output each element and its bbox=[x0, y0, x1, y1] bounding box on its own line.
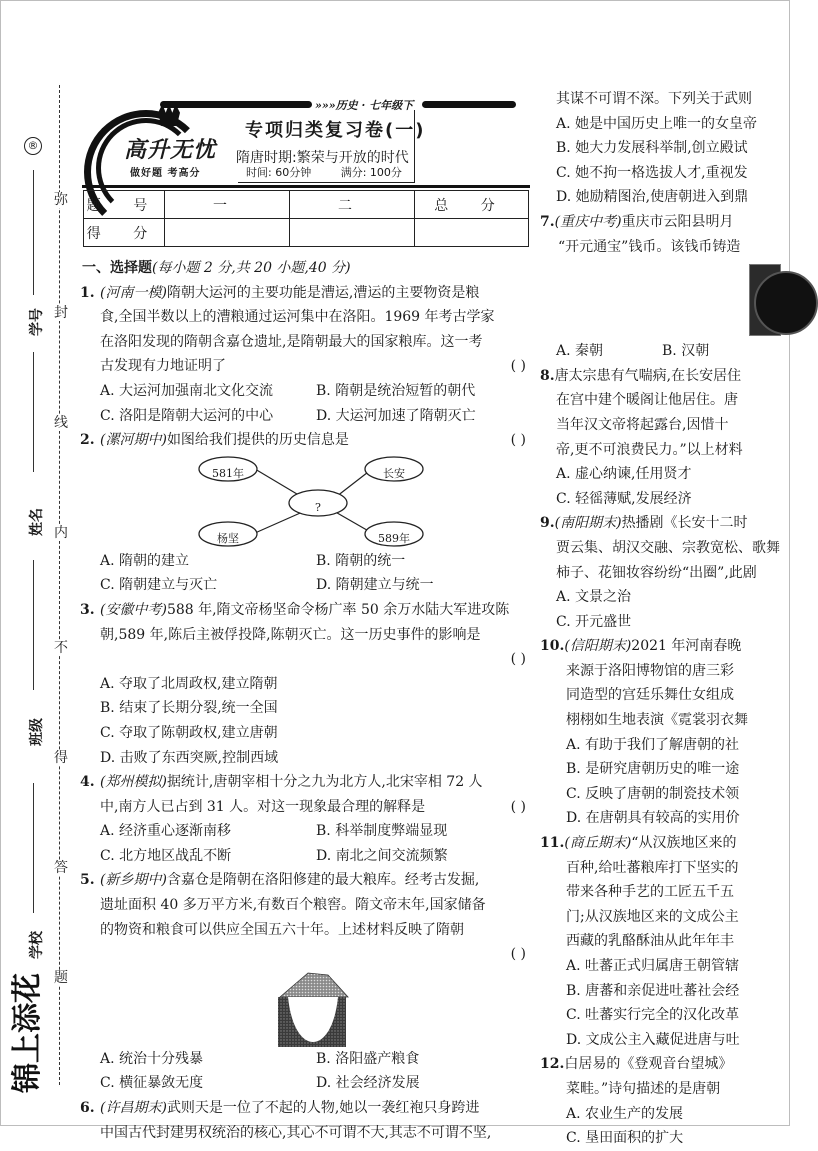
option-a[interactable]: A. 经济重心逐渐南移 bbox=[100, 823, 232, 840]
score-table-row bbox=[84, 219, 529, 247]
question-source: (安徽中考) bbox=[100, 601, 167, 618]
brand-logo bbox=[8, 960, 48, 1110]
question-number: 6. bbox=[80, 1100, 95, 1117]
text-line: 其谋不可谓不深。下列关于武则 bbox=[556, 91, 752, 107]
options-row bbox=[82, 379, 532, 404]
option-a[interactable]: A. 虚心纳谏,任用贤才 bbox=[556, 466, 692, 483]
question-1 bbox=[82, 281, 532, 379]
option-d[interactable]: D. 大运河加速了隋朝灭亡 bbox=[316, 407, 476, 424]
text-line: “从汉族地区来的 bbox=[631, 835, 737, 852]
text-line: 中,南方人已占到 31 人。对这一现象最合理的解释是 bbox=[100, 798, 426, 815]
option-d[interactable]: D. 击败了东西突厥,控制西域 bbox=[100, 749, 279, 766]
question-3 bbox=[82, 598, 532, 672]
text-line: 菜畦。”诗句描述的是唐朝 bbox=[566, 1080, 721, 1097]
question-source: (河南一模) bbox=[100, 284, 167, 301]
logo-name: 高升无忧 bbox=[124, 138, 217, 163]
node-center: ? bbox=[315, 500, 321, 514]
node-yangjian: 杨坚 bbox=[217, 531, 239, 545]
registered-mark-icon: ® bbox=[24, 137, 42, 155]
question-source: (商丘期末) bbox=[564, 835, 632, 852]
option-b[interactable]: B. 汉朝 bbox=[662, 343, 710, 360]
class-label: 班级 bbox=[29, 718, 45, 746]
school-line[interactable] bbox=[33, 783, 34, 913]
option-a[interactable]: A. 夺取了北周政权,建立隋朝 bbox=[100, 675, 278, 692]
cell: 题 号 bbox=[84, 191, 165, 219]
option-c[interactable]: C. 反映了唐朝的制瓷技术领 bbox=[566, 785, 740, 802]
text-line: 白居易的《登观音台望城》 bbox=[564, 1056, 733, 1073]
question-source: (信阳期末) bbox=[564, 638, 632, 655]
crown-icon bbox=[158, 104, 180, 126]
options-row bbox=[82, 549, 532, 574]
header-bar-right bbox=[422, 101, 516, 108]
coin-photo bbox=[749, 264, 781, 336]
question-7 bbox=[540, 210, 790, 259]
question-text bbox=[100, 281, 532, 306]
answer-bracket[interactable]: ( ) bbox=[510, 432, 526, 449]
score-input[interactable] bbox=[290, 219, 415, 247]
options-row bbox=[556, 339, 790, 364]
option-a[interactable]: A. 文景之治 bbox=[556, 589, 632, 606]
option-d[interactable]: D. 她励精图治,使唐朝进入到鼎 bbox=[556, 189, 749, 206]
text-line: 门;从汉族地区来的文成公主 bbox=[566, 908, 739, 925]
text-line: 食,全国半数以上的漕粮通过运河集中在洛阳。1969 年考古学家 bbox=[100, 309, 495, 326]
seal-char: 得 bbox=[54, 750, 68, 766]
option-a[interactable]: A. 吐蕃正式归属唐王朝管辖 bbox=[566, 958, 740, 974]
option-d[interactable]: D. 隋朝建立与统一 bbox=[316, 577, 434, 594]
coin-image bbox=[556, 259, 790, 339]
option-c[interactable]: C. 北方地区战乱不断 bbox=[100, 847, 232, 864]
option-b[interactable]: B. 唐蕃和亲促进吐蕃社会经 bbox=[566, 982, 740, 999]
question-source: (南阳期末) bbox=[554, 515, 622, 532]
cell: 得 分 bbox=[84, 219, 165, 247]
question-number: 1. bbox=[80, 284, 95, 301]
text-line: 帝,更不可浪费民力。”以上材料 bbox=[556, 441, 743, 458]
options-row bbox=[82, 573, 532, 598]
page-subtitle: 隋唐时期:繁荣与开放的时代 bbox=[236, 150, 409, 166]
question-8 bbox=[540, 364, 790, 512]
question-number: 12. bbox=[540, 1056, 565, 1073]
option-b[interactable]: B. 洛阳盛产粮食 bbox=[316, 1050, 420, 1067]
question-2 bbox=[82, 428, 532, 453]
question-9 bbox=[540, 511, 790, 634]
text-line: 重庆市云阳县明月 bbox=[621, 213, 734, 230]
seal-char: 不 bbox=[54, 640, 68, 656]
text-line: 武则天是一位了不起的人物,她以一袭红袍只身跨进 bbox=[166, 1100, 480, 1117]
node-589: 589年 bbox=[378, 531, 410, 545]
option-c[interactable]: C. 垦田面积的扩大 bbox=[566, 1130, 684, 1147]
question-6-continued bbox=[556, 87, 790, 210]
name-line[interactable] bbox=[33, 352, 34, 472]
answer-bracket[interactable]: ( ) bbox=[510, 651, 526, 668]
answer-bracket[interactable]: ( ) bbox=[510, 798, 526, 815]
text-line: 的物资和粮食可以供应全国五六十年。上述材料反映了隋朝 bbox=[100, 921, 464, 938]
node-changan: 长安 bbox=[383, 466, 405, 480]
option-b[interactable]: B. 她大力发展科举制,创立殿试 bbox=[556, 140, 748, 157]
options-row bbox=[82, 844, 532, 869]
seal-char: 题 bbox=[54, 970, 68, 986]
option-a[interactable]: A. 统治十分残暴 bbox=[100, 1050, 204, 1067]
logo-slogan: 做好题 考高分 bbox=[130, 168, 201, 179]
text-line: 唐太宗患有气喘病,在长安居住 bbox=[554, 367, 742, 384]
option-a[interactable]: A. 她是中国历史上唯一的女皇帝 bbox=[556, 115, 758, 132]
text-line: 588 年,隋文帝杨坚命令杨广率 50 余万水陆大军进攻陈 bbox=[166, 601, 510, 618]
question-number: 2. bbox=[80, 432, 95, 449]
option-d[interactable]: D. 社会经济发展 bbox=[316, 1075, 420, 1092]
seal-char: 弥 bbox=[54, 192, 68, 208]
text-line: 含嘉仓是隋朝在洛阳修建的最大粮库。经考古发掘, bbox=[166, 872, 480, 889]
seal-char: 答 bbox=[54, 860, 68, 876]
question-number: 8. bbox=[540, 367, 555, 384]
option-a[interactable]: A. 有助于我们了解唐朝的社 bbox=[566, 736, 740, 753]
option-b[interactable]: B. 隋朝的统一 bbox=[316, 552, 406, 569]
text-line: 西藏的乳酪酥油从此年年丰 bbox=[566, 933, 734, 950]
class-line[interactable] bbox=[33, 560, 34, 690]
time-limit: 时间: 60分钟 bbox=[246, 166, 312, 179]
section-title: 一、选择题 bbox=[82, 260, 152, 276]
granary-illustration bbox=[82, 967, 532, 1085]
cell: 总 分 bbox=[415, 191, 529, 219]
text-line: 在洛阳发现的隋朝含嘉仓遗址,是隋朝最大的国家粮库。这一考 bbox=[100, 333, 483, 350]
granary-image bbox=[82, 967, 532, 1082]
exam-info bbox=[246, 164, 428, 180]
text-line: 据统计,唐朝宰相十分之九为北方人,北宋宰相 72 人 bbox=[166, 774, 483, 791]
option-a[interactable]: A. 秦朝 bbox=[556, 343, 604, 360]
text-line: 带来各种手艺的工匠五千五 bbox=[566, 884, 734, 901]
question-number: 9. bbox=[540, 515, 555, 532]
answer-bracket[interactable]: ( ) bbox=[510, 358, 526, 375]
option-c[interactable]: C. 她不拘一格选拔人才,重视发 bbox=[556, 164, 748, 181]
question-source: (重庆中考) bbox=[554, 213, 622, 230]
question-number: 5. bbox=[80, 872, 95, 889]
text-line: 遗址面积 40 多万平方米,有数百个粮窖。隋文帝末年,国家储备 bbox=[100, 897, 486, 914]
section-note: (每小题 2 分,共 20 小题,40 分) bbox=[152, 260, 351, 276]
cell: 二 bbox=[290, 191, 415, 219]
granary-roof bbox=[280, 973, 348, 997]
text-line: 隋朝大运河的主要功能是漕运,漕运的主要物资是粮 bbox=[166, 284, 480, 301]
school-label: 学校 bbox=[29, 931, 45, 959]
text-line: 热播剧《长安十二时 bbox=[621, 515, 748, 532]
question-4 bbox=[82, 770, 532, 819]
question-source: (郑州模拟) bbox=[100, 774, 167, 791]
text-line: 贾云集、胡汉交融、宗教宽松、歌舞 bbox=[556, 539, 780, 556]
question-12 bbox=[540, 1052, 790, 1150]
text-line: “开元通宝”钱币。该钱币铸造 bbox=[558, 238, 741, 255]
option-b[interactable]: B. 是研究唐朝历史的唯一途 bbox=[566, 761, 740, 778]
question-number: 3. bbox=[80, 601, 95, 618]
text-line: 如图给我们提供的历史信息是 bbox=[166, 432, 349, 449]
brand-text: 锦上添花 bbox=[10, 973, 45, 1093]
text-line: 来源于洛阳博物馆的唐三彩 bbox=[566, 662, 734, 679]
text-line: 古发现有力地证明了 bbox=[100, 358, 226, 375]
question-source: (新乡期中) bbox=[100, 872, 167, 889]
option-c[interactable]: C. 开元盛世 bbox=[556, 613, 632, 630]
score-input[interactable] bbox=[415, 219, 529, 247]
option-d[interactable]: D. 在唐朝具有较高的实用价 bbox=[566, 810, 740, 827]
option-b[interactable]: B. 结束了长期分裂,统一全国 bbox=[100, 700, 278, 717]
question-number: 10. bbox=[540, 638, 565, 655]
question-number: 11. bbox=[540, 835, 565, 852]
cell: 一 bbox=[165, 191, 290, 219]
question-6 bbox=[82, 1096, 532, 1145]
options-row bbox=[82, 819, 532, 844]
text-line: 当年汉文帝将起露台,因惜十 bbox=[556, 416, 729, 433]
coin-icon bbox=[754, 271, 818, 335]
series-label: »»»历史 · 七年级下 bbox=[315, 99, 414, 112]
full-score: 满分: 100分 bbox=[340, 166, 402, 179]
section-heading bbox=[82, 256, 532, 281]
question-11 bbox=[540, 831, 790, 1052]
seal-char: 线 bbox=[54, 415, 68, 431]
seal-char: 内 bbox=[54, 525, 68, 541]
text-line: 同造型的宫廷乐舞仕女组成 bbox=[566, 687, 734, 704]
option-b[interactable]: B. 科举制度弊端显现 bbox=[316, 823, 448, 840]
option-d[interactable]: D. 南北之间交流频繁 bbox=[316, 847, 448, 864]
score-table-header bbox=[84, 191, 529, 219]
header-rule bbox=[82, 185, 530, 188]
option-d[interactable]: D. 文成公主入藏促进唐与吐 bbox=[566, 1031, 740, 1048]
question-10 bbox=[540, 634, 790, 831]
option-c[interactable]: C. 夺取了陈朝政权,建立唐朝 bbox=[100, 724, 278, 741]
option-b[interactable]: B. 隋朝是统治短暂的朝代 bbox=[316, 382, 476, 399]
page-title: 专项归类复习卷(一) bbox=[245, 120, 426, 141]
question-number: 4. bbox=[80, 774, 95, 791]
score-input[interactable] bbox=[165, 219, 290, 247]
question-source: (漯河期中) bbox=[100, 432, 167, 449]
score-table bbox=[83, 190, 529, 247]
option-a[interactable]: A. 大运河加强南北文化交流 bbox=[100, 382, 274, 399]
node-581: 581年 bbox=[212, 466, 244, 480]
name-label: 姓名 bbox=[29, 508, 45, 536]
publisher-logo bbox=[84, 100, 244, 192]
text-line: 柿子、花钿妆容纷纷“出圈”,此剧 bbox=[556, 564, 757, 581]
question-source: (许昌期末) bbox=[100, 1100, 167, 1117]
seal-line bbox=[59, 85, 60, 1085]
student-id-label: 学号 bbox=[29, 308, 45, 336]
option-c[interactable]: C. 洛阳是隋朝大运河的中心 bbox=[100, 407, 274, 424]
option-c[interactable]: C. 吐蕃实行完全的汉化改革 bbox=[566, 1007, 740, 1024]
options-row bbox=[82, 404, 532, 429]
answer-bracket[interactable]: ( ) bbox=[510, 946, 526, 963]
student-id-line[interactable] bbox=[33, 170, 34, 295]
option-a[interactable]: A. 隋朝的建立 bbox=[100, 552, 190, 569]
text-line: 在宫中建个暖阁让他居住。唐 bbox=[556, 392, 738, 409]
left-column bbox=[82, 256, 532, 1145]
seal-char: 封 bbox=[54, 305, 68, 321]
text-line: 栩栩如生地表演《霓裳羽衣舞 bbox=[566, 712, 748, 729]
text-line: 中国古代封建男权统治的核心,其心不可谓不大,其志不可谓不坚, bbox=[100, 1124, 492, 1141]
option-c[interactable]: C. 隋朝建立与灭亡 bbox=[100, 577, 218, 594]
option-c[interactable]: C. 横征暴敛无度 bbox=[100, 1075, 204, 1092]
text-line: 百种,给吐蕃粮库打下坚实的 bbox=[566, 859, 739, 876]
text-line: 朝,589 年,陈后主被俘投降,陈朝灭亡。这一历史事件的影响是 bbox=[100, 626, 481, 643]
mind-map-diagram bbox=[82, 453, 532, 549]
right-column bbox=[540, 87, 790, 1151]
question-number: 7. bbox=[540, 213, 555, 230]
option-c[interactable]: C. 轻徭薄赋,发展经济 bbox=[556, 490, 692, 507]
option-a[interactable]: A. 农业生产的发展 bbox=[566, 1105, 684, 1122]
question-5 bbox=[82, 868, 532, 966]
text-line: 2021 年河南春晚 bbox=[631, 638, 742, 655]
